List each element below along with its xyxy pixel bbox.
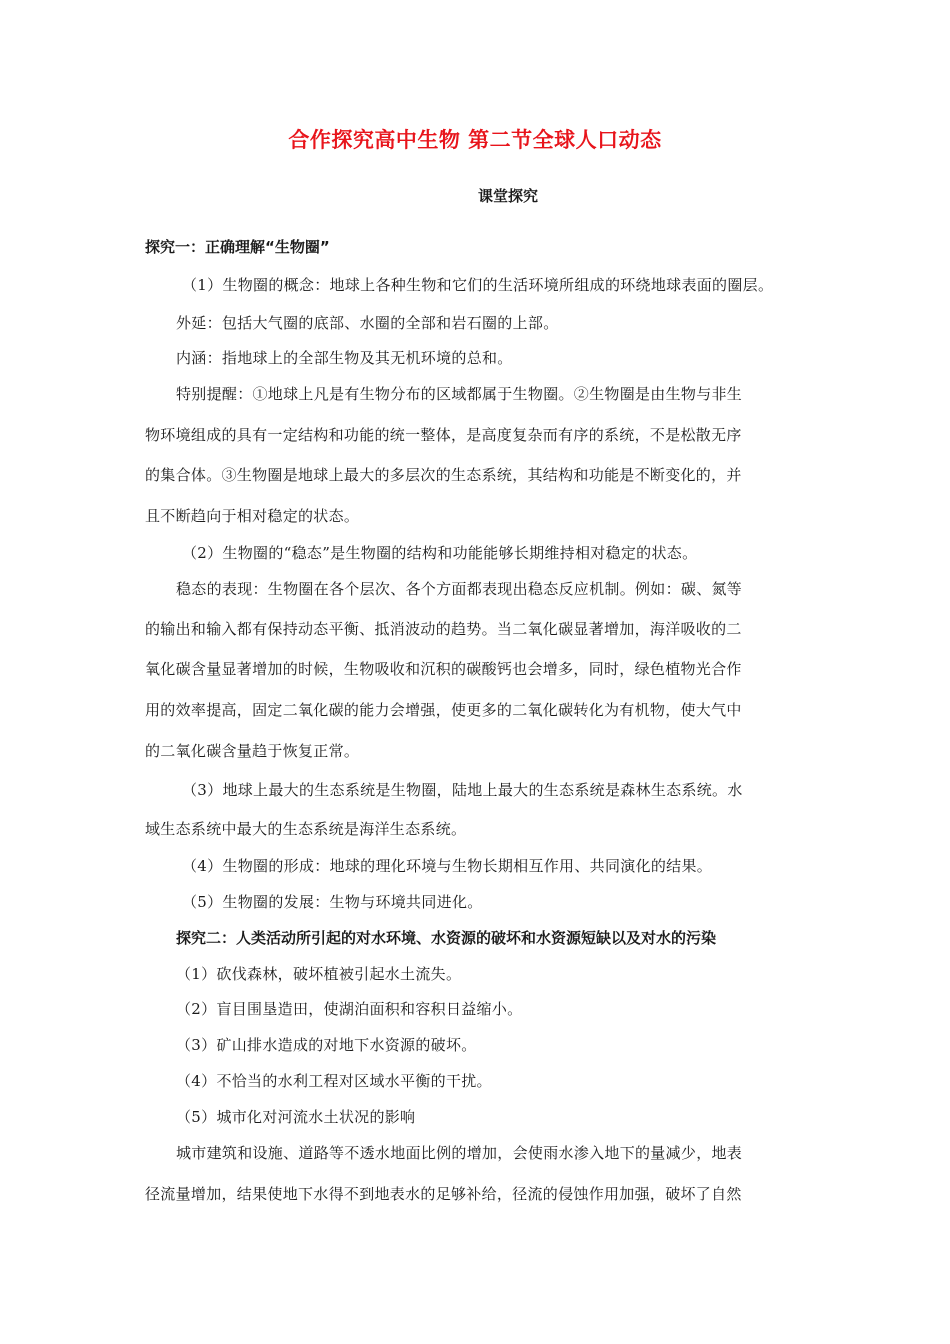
paragraph-line: （2）盲目围垦造田，使湖泊面积和容积日益缩小。 [176, 1000, 523, 1018]
document-title: 合作探究高中生物 第二节全球人口动态 [288, 128, 662, 152]
paragraph-line: 内涵：指地球上的全部生物及其无机环境的总和。 [176, 349, 513, 367]
paragraph-line: 特别提醒：①地球上凡是有生物分布的区域都属于生物圈。②生物圈是由生物与非生 [176, 385, 743, 403]
section1-heading: 探究一：正确理解“生物圈” [145, 238, 330, 256]
paragraph-line: （5）生物圈的发展：生物与环境共同进化。 [182, 893, 483, 911]
section2-heading: 探究二：人类活动所引起的对水环境、水资源的破坏和水资源短缺以及对水的污染 [176, 929, 717, 947]
paragraph-line: 域生态系统中最大的生态系统是海洋生态系统。 [145, 820, 467, 838]
paragraph-line: 物环境组成的具有一定结构和功能的统一整体，是高度复杂而有序的系统，不是松散无序 [145, 426, 742, 444]
paragraph-line: （5）城市化对河流水土状况的影响 [176, 1108, 416, 1126]
paragraph-line: 的二氧化碳含量趋于恢复正常。 [145, 742, 360, 760]
paragraph-line: （1）生物圈的概念：地球上各种生物和它们的生活环境所组成的环绕地球表面的圈层。 [182, 276, 774, 294]
paragraph-line: 外延：包括大气圈的底部、水圈的全部和岩石圈的上部。 [176, 314, 559, 332]
paragraph-line: 氧化碳含量显著增加的时候，生物吸收和沉积的碳酸钙也会增多，同时，绿色植物光合作 [145, 660, 742, 678]
paragraph-line: （2）生物圈的“稳态”是生物圈的结构和功能能够长期维持相对稳定的状态。 [182, 544, 698, 562]
document-subtitle: 课堂探究 [477, 187, 538, 205]
paragraph-line: 且不断趋向于相对稳定的状态。 [145, 507, 360, 525]
paragraph-line: （4）不恰当的水利工程对区域水平衡的干扰。 [176, 1072, 492, 1090]
paragraph-line: （1）砍伐森林，破坏植被引起水土流失。 [176, 965, 462, 983]
paragraph-line: 用的效率提高，固定二氧化碳的能力会增强，使更多的二氧化碳转化为有机物，使大气中 [145, 701, 742, 719]
paragraph-line: 稳态的表现：生物圈在各个层次、各个方面都表现出稳态反应机制。例如：碳、氮等 [176, 580, 743, 598]
paragraph-line: （3）矿山排水造成的对地下水资源的破坏。 [176, 1036, 477, 1054]
paragraph-line: （3）地球上最大的生态系统是生物圈，陆地上最大的生态系统是森林生态系统。水 [182, 781, 743, 799]
paragraph-line: 城市建筑和设施、道路等不透水地面比例的增加，会使雨水渗入地下的量减少，地表 [176, 1144, 743, 1162]
paragraph-line: 的输出和输入都有保持动态平衡、抵消波动的趋势。当二氧化碳显著增加，海洋吸收的二 [145, 620, 742, 638]
paragraph-line: （4）生物圈的形成：地球的理化环境与生物长期相互作用、共同演化的结果。 [182, 857, 713, 875]
paragraph-line: 径流量增加，结果使地下水得不到地表水的足够补给，径流的侵蚀作用加强，破坏了自然 [145, 1185, 742, 1203]
paragraph-line: 的集合体。③生物圈是地球上最大的多层次的生态系统，其结构和功能是不断变化的，并 [145, 466, 742, 484]
